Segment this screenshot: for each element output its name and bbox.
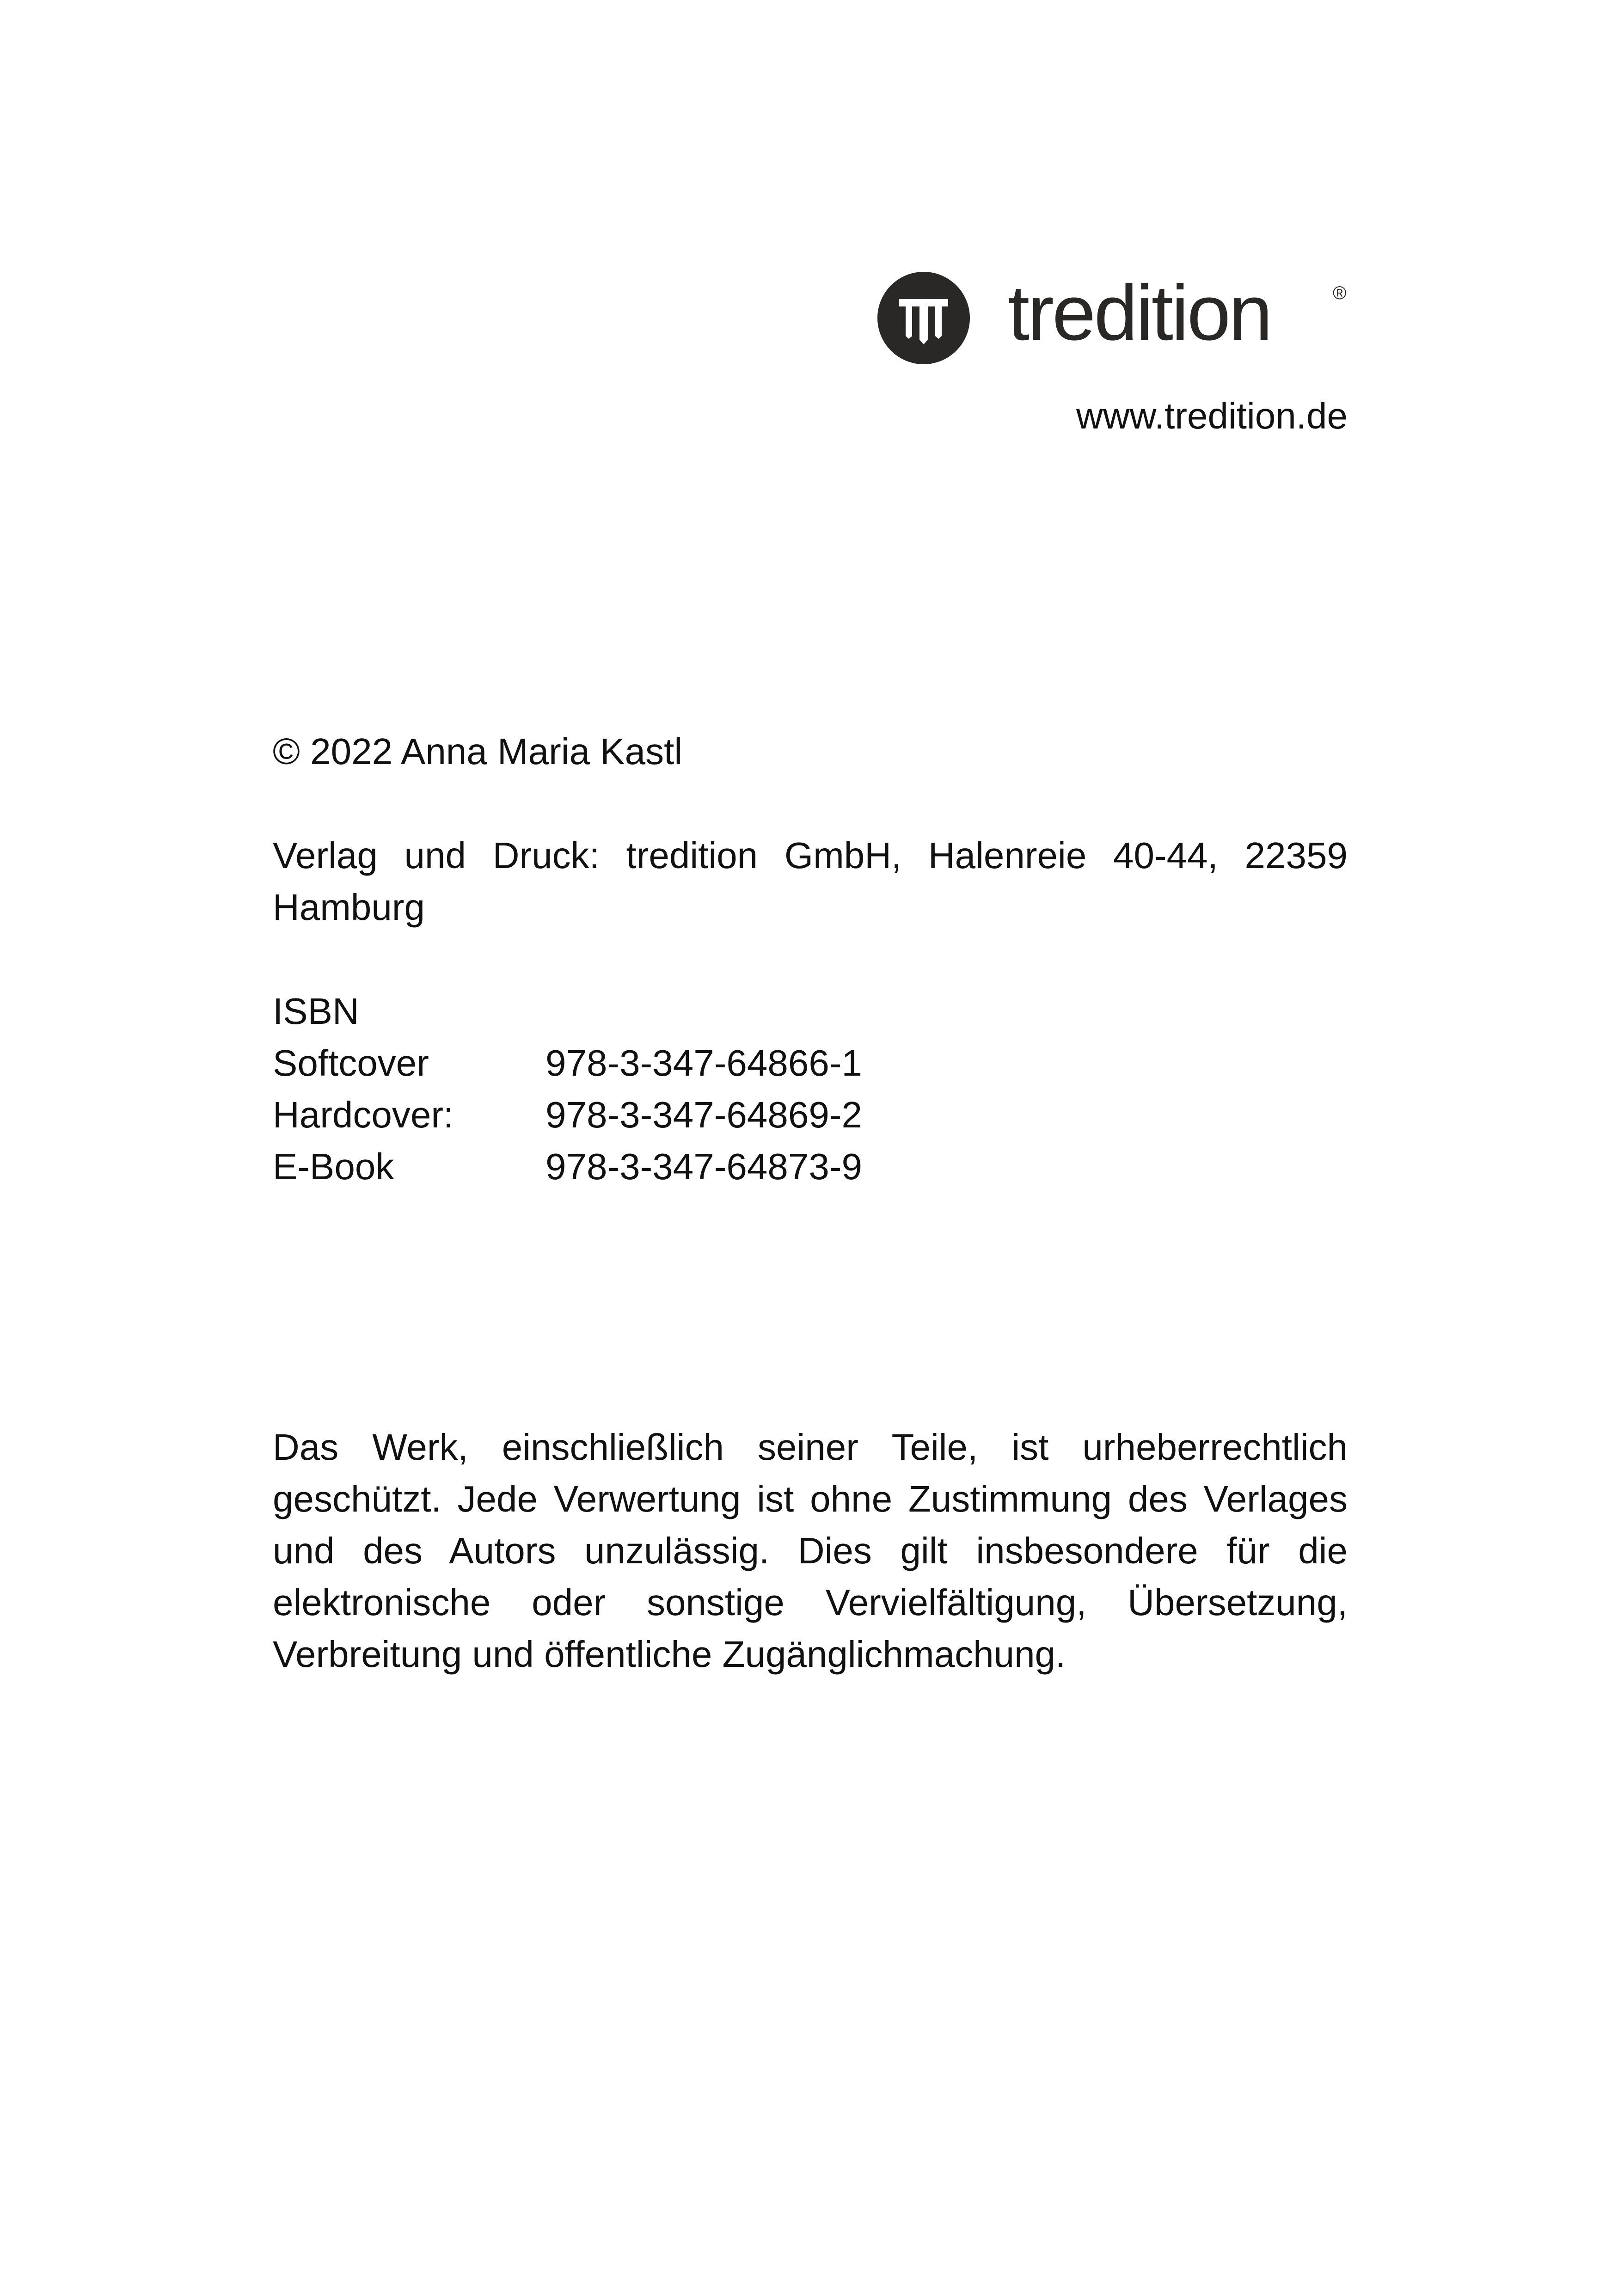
- isbn-list: [273, 986, 1348, 1193]
- tredition-logo-icon: [876, 270, 1348, 370]
- isbn-row: [273, 1037, 1348, 1089]
- isbn-value: 978-3-347-64866-1: [545, 1042, 862, 1084]
- publisher-website: www.tredition.de: [1076, 395, 1348, 436]
- isbn-label: Hardcover:: [273, 1094, 454, 1135]
- isbn-row: [273, 1141, 1348, 1193]
- registered-mark: ®: [1333, 283, 1347, 303]
- isbn-row: [273, 1089, 1348, 1141]
- logo-wordmark: tredition: [1008, 270, 1271, 357]
- copyright-notice: © 2022 Anna Maria Kastl: [273, 731, 683, 772]
- copyright-legal-notice: Das Werk, einschließlich seiner Teile, ist urheberrechtlich geschützt. Jede Verwertung ist ohne Zustimmung des Verlages und des Autors unzulässig. Dies gilt insbesondere für die elektronische oder sonstige Vervielfältigung, Übersetzung, Verbreitung und öffentliche Zugänglichmachung.: [273, 1427, 1348, 1675]
- publisher-address: Verlag und Druck: tredition GmbH, Halenreie 40-44, 22359 Hamburg: [273, 835, 1348, 928]
- isbn-label: E-Book: [273, 1146, 394, 1187]
- isbn-heading: ISBN: [273, 991, 359, 1032]
- publisher-logo: [876, 270, 1348, 370]
- isbn-value: 978-3-347-64873-9: [545, 1146, 862, 1187]
- isbn-label: Softcover: [273, 1042, 429, 1084]
- isbn-value: 978-3-347-64869-2: [545, 1094, 862, 1135]
